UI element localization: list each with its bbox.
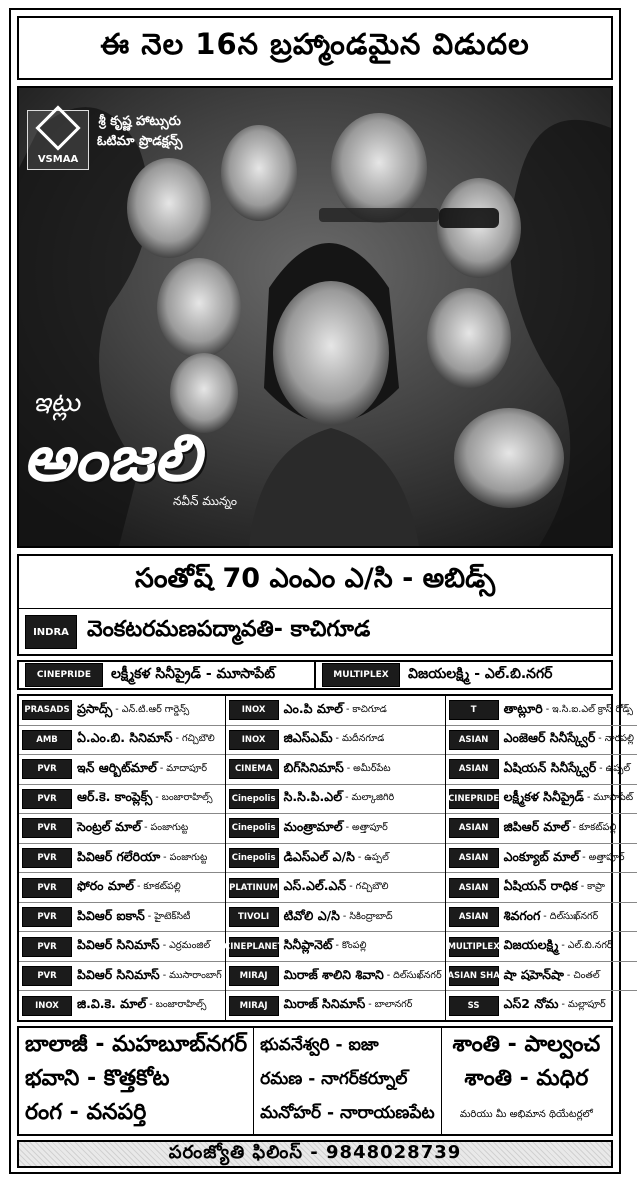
theatre-logo: ASIAN <box>449 730 499 750</box>
theatre-logo: MULTIPLEX <box>322 663 400 687</box>
theatre-location: - మూసాపేట్ <box>586 792 634 804</box>
theatre-row <box>19 696 225 726</box>
lead-actress-face <box>273 281 389 425</box>
district-theatre: మనోహర్ - నారాయణపేట <box>260 1103 435 1123</box>
theatre-name: ఎస్.ఎల్.ఎన్ <box>283 878 347 894</box>
theatre-row <box>446 814 637 844</box>
theatre-row <box>226 726 445 756</box>
theatre-logo: PVR <box>22 878 72 898</box>
theatre-name: ఎం.పి మాల్ <box>283 700 343 716</box>
main-theatre-1: సంతోష్ 70 ఎంఎం ఎ/సి - అబిడ్స్ <box>19 556 611 609</box>
theatre-location: - ఎల్.బి.నగర్ <box>561 940 613 952</box>
theatre-name: పివిఆర్ ఐకాన్ <box>77 907 145 923</box>
theatre-logo: ASIAN <box>449 818 499 838</box>
theatre-location: - సికింద్రాబాద్ <box>342 910 393 922</box>
featured-theatre: CINEPRIDE లక్ష్మీకళ సినీప్రైడ్ - మూసాపేట్ <box>19 662 316 688</box>
theatre-logo: INOX <box>229 730 279 750</box>
theatre-logo: PVR <box>22 848 72 868</box>
district-theatre: భువనేశ్వరి - ఐజా <box>260 1035 379 1055</box>
theatre-location: - బంజారాహిల్స్ <box>155 792 213 804</box>
theatre-location: - గచ్చిబౌలి <box>175 733 215 745</box>
theatre-row <box>19 991 225 1020</box>
theatre-name: ఏషియన్ సినీస్క్వేర్ <box>503 759 597 775</box>
theatre-location: - అత్తాపూర్ <box>345 821 388 833</box>
theatre-column <box>19 696 225 1020</box>
actor-face-6 <box>427 288 511 388</box>
district-column <box>441 1028 611 1134</box>
theatre-row <box>446 903 637 933</box>
theatre-location: - ముసారాంబాగ్ <box>162 969 222 981</box>
theatre-logo: INOX <box>22 996 72 1016</box>
theatre-location: - గచ్చిబౌలి <box>349 881 389 893</box>
theatre-location: - మదీనగూడ <box>335 733 385 745</box>
theatre-logo: CINEPRIDE <box>25 663 103 687</box>
theatre-name: ఎంజెఆర్ సినీస్క్వేర్ <box>503 730 596 746</box>
producer-logo: VSMAA <box>27 110 89 170</box>
theatre-name: విజయలక్ష్మి <box>503 937 559 953</box>
theatre-location: - అత్తాపూర్ <box>582 851 625 863</box>
theatre-name: టివోలి ఎ/సి <box>283 907 340 923</box>
theatre-location: - బంజారాహిల్స్ <box>149 999 207 1011</box>
theatre-logo: CINEPLANET <box>229 937 279 957</box>
theatre-location: - కాప్రా <box>580 881 605 893</box>
theatre-location: - మల్కాజిగిరి <box>345 792 395 804</box>
theatre-row <box>226 932 445 962</box>
theatre-location: - మల్లాపూర్ <box>561 999 606 1011</box>
theatre-list <box>17 694 634 1022</box>
theatre-location: - కూకట్‌పల్లి <box>136 881 181 893</box>
theatre-row <box>226 814 445 844</box>
theatre-row <box>446 755 637 785</box>
theatre-name: ఆర్.కె. కాంప్లెక్స్ <box>77 789 153 805</box>
theatre-logo: PVR <box>22 907 72 927</box>
theatre-row <box>19 903 225 933</box>
theatre-logo: T <box>449 700 499 720</box>
theatre-logo: PVR <box>22 789 72 809</box>
theatre-name: ఎంక్యూబ్ మాల్ <box>503 848 580 864</box>
theatre-row <box>446 696 637 726</box>
district-column <box>19 1028 253 1134</box>
theatre-name: డిఎస్ఎల్ ఎ/సి <box>283 848 355 864</box>
theatre-logo: PRASADS <box>22 700 72 720</box>
distributor-footer <box>17 1140 613 1168</box>
theatre-row <box>446 873 637 903</box>
movie-title <box>23 388 237 511</box>
theatre-name: మిరాజ్ సినిమాస్ <box>283 996 366 1012</box>
theatre-name: మంత్రామాల్ <box>283 818 343 834</box>
theatre-logo: TIVOLI <box>229 907 279 927</box>
theatre-name: శివగంగ <box>503 907 541 923</box>
featured-theatres <box>17 660 613 690</box>
district-theatre: భవాని - కొత్తకోట <box>25 1066 170 1091</box>
movie-poster <box>17 86 613 548</box>
theatre-location: - కొంపల్లి <box>335 940 367 952</box>
theatre-location: - అమీర్‌పేట <box>346 762 391 774</box>
district-theatre: రమణ - నాగర్‌కర్నూల్ <box>260 1069 408 1089</box>
theatre-logo: PVR <box>22 937 72 957</box>
theatre-name: జి.వి.కె. మాల్ <box>77 996 147 1012</box>
release-headline: ఈ నెల 16న బ్రహ్మాండమైన విడుదల <box>100 27 530 61</box>
district-theatre: బాలాజీ - మహబూబ్‌నగర్ <box>25 1032 248 1057</box>
theatre-name: సినీప్లానెట్ <box>283 937 333 953</box>
theatre-logo: AMB <box>22 730 72 750</box>
theatre-row <box>19 785 225 815</box>
theatre-row <box>226 991 445 1020</box>
theatre-name: పివిఆర్ సినిమాస్ <box>77 966 160 982</box>
actor-face-3 <box>331 113 427 223</box>
theatre-logo: Cinepolis <box>229 848 279 868</box>
theatre-name: లక్ష్మీకళ సినీప్రైడ్ <box>503 789 584 805</box>
theatre-row <box>446 785 637 815</box>
theatre-location: - నారపల్లి <box>598 733 634 745</box>
theatre-row <box>446 962 637 992</box>
newspaper-ad <box>9 8 634 1174</box>
actor-face-5 <box>157 258 241 358</box>
theatre-name: మిరాజ్ శాలిని శివాని <box>283 966 384 982</box>
theatre-logo: SS <box>449 996 499 1016</box>
theatre-location: - పంజాగుట్ట <box>144 821 189 833</box>
theatre-location: - హైటెక్‌సిటీ <box>147 910 191 922</box>
theatre-row <box>446 932 637 962</box>
release-banner <box>17 16 613 80</box>
theatre-name: సి.సి.పి.ఎల్ <box>283 789 343 805</box>
theatre-logo: INDRA <box>25 615 77 649</box>
theatre-logo: Cinepolis <box>229 789 279 809</box>
movie-title-main: అంజలి <box>23 421 201 496</box>
other-theatres-note: మరియు మీ అభిమాన థియేటర్లలో <box>459 1109 593 1120</box>
theatre-column <box>225 696 445 1020</box>
theatre-location: - ఎర్రమంజిల్ <box>162 940 211 952</box>
theatre-row <box>19 962 225 992</box>
theatre-location: - ఉప్పల్ <box>599 762 631 774</box>
diamond-icon <box>35 105 80 150</box>
theatre-location: - ఇ.సి.ఐ.ఎల్ క్రాస్ రోడ్స్ <box>545 703 634 715</box>
theatre-logo: CINEMA <box>229 759 279 779</box>
theatre-logo: PLATINUM <box>229 878 279 898</box>
theatre-logo: MIRAJ <box>229 966 279 986</box>
theatre-logo: INOX <box>229 700 279 720</box>
district-theatre: రంగ - వనపర్తి <box>25 1100 147 1125</box>
theatre-row <box>19 726 225 756</box>
main-theatre-2: INDRA వెంకటరమణపద్మావతి- కాచిగూడ <box>19 609 611 655</box>
theatre-location: - ఎన్.టి.ఆర్ గార్డెన్స్ <box>115 703 190 715</box>
theatre-row <box>19 755 225 785</box>
actor-face-1 <box>127 158 211 258</box>
theatre-name: జిపిఆర్ మాల్ <box>503 818 570 834</box>
theatre-name: ఏషియన్ రాధిక <box>503 878 578 894</box>
theatre-location: - కాచిగూడ <box>345 703 387 715</box>
theatre-location: - దిల్‌సుఖ్‌నగర్ <box>386 969 442 981</box>
theatre-row <box>446 844 637 874</box>
theatre-logo: Cinepolis <box>229 818 279 838</box>
producer-credit: శ్రీ కృష్ణ హాట్సురు ఓటిమా ప్రొడక్షన్స్ <box>97 114 183 149</box>
theatre-row <box>19 873 225 903</box>
theatre-logo: CINEPRIDE <box>449 789 499 809</box>
theatre-name: ప్రసాద్స్ <box>77 700 113 716</box>
theatre-row <box>19 814 225 844</box>
theatre-row <box>226 755 445 785</box>
theatre-row <box>226 844 445 874</box>
actor-face-2 <box>221 125 297 221</box>
theatre-location: - దిల్‌సుఖ్‌నగర్ <box>543 910 599 922</box>
theatre-row <box>226 696 445 726</box>
theatre-name: తాట్లూరి <box>503 700 543 716</box>
theatre-name: బిగ్‌సినిమాస్ <box>283 759 344 775</box>
distributor-contact: పరంజ్యోతి ఫిలింస్ - 9848028739 <box>168 1141 462 1163</box>
theatre-location: - పంజాగుట్ట <box>163 851 208 863</box>
theatre-name: సెంట్రల్ మాల్ <box>77 818 142 834</box>
theatre-location: - కూకట్‌పల్లి <box>572 821 617 833</box>
theatre-row <box>226 873 445 903</box>
theatre-logo: PVR <box>22 818 72 838</box>
theatre-row <box>226 903 445 933</box>
theatre-logo: MULTIPLEX <box>449 937 499 957</box>
theatre-name: షా షహెన్‌షా <box>503 966 564 982</box>
theatre-logo: MIRAJ <box>229 996 279 1016</box>
theatre-logo: ASIAN <box>449 907 499 927</box>
theatre-logo: ASIAN <box>449 848 499 868</box>
theatre-row <box>19 844 225 874</box>
theatre-name: పివిఆర్ గలేరియా <box>77 848 161 864</box>
theatre-name: ఏ.ఎం.బి. సినిమాస్ <box>77 730 173 746</box>
theatre-row <box>446 726 637 756</box>
theatre-row <box>226 785 445 815</box>
theatre-logo: ASIAN <box>449 878 499 898</box>
theatre-logo: ASIAN <box>449 759 499 779</box>
theatre-name: ఎస్2 నోమ <box>503 996 559 1012</box>
theatre-logo: PVR <box>22 759 72 779</box>
featured-theatre: MULTIPLEX విజయలక్ష్మి - ఎల్.బి.నగర్ <box>316 662 611 688</box>
theatre-row <box>226 962 445 992</box>
theatre-logo: PVR <box>22 966 72 986</box>
theatre-location: - చింతల్ <box>566 969 600 981</box>
theatre-row <box>446 991 637 1020</box>
main-theatres <box>17 554 613 656</box>
theatre-location: - మాదాపూర్ <box>159 762 208 774</box>
theatre-location: - బాలానగర్ <box>368 999 413 1011</box>
district-theatres <box>17 1026 613 1136</box>
district-theatre: శాంతి - మధిర <box>464 1066 589 1091</box>
theatre-location: - ఉప్పల్ <box>357 851 389 863</box>
district-column <box>253 1028 441 1134</box>
theatre-column <box>445 696 637 1020</box>
theatre-row <box>19 932 225 962</box>
theatre-name: పివిఆర్ సినిమాస్ <box>77 937 160 953</box>
theatre-name: ఇన్ ఆర్బిట్‌మాల్ <box>77 759 157 775</box>
actor-face-8 <box>454 408 564 508</box>
theatre-logo: ASIAN SHA <box>449 966 499 986</box>
director-credit: నవీన్ మున్నం <box>173 494 237 508</box>
district-theatre: శాంతి - పాల్వంచ <box>452 1032 601 1057</box>
theatre-name: ఫోరం మాల్ <box>77 878 134 894</box>
theatre-name: జిఎస్ఎమ్ <box>283 730 333 746</box>
movie-title-prefix: ఇట్లు <box>33 388 80 418</box>
